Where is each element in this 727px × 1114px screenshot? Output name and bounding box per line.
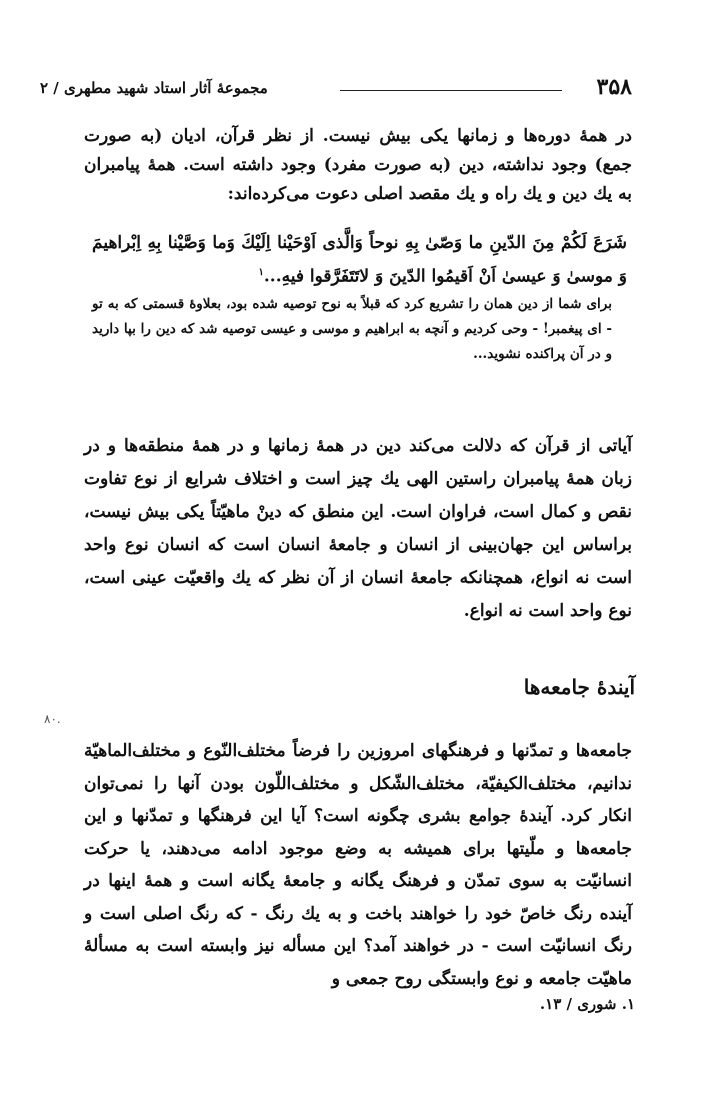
- footnote: ۱. شوری / ۱۳.: [539, 995, 635, 1013]
- paragraph-1: در همهٔ دوره‌ها و زمانها یکی بیش نیست. از نظر قرآن، ادیان (به صورت جمع) وجود نداشته، دین (به صورت مفرد) وجود داشته است. همهٔ پیامبران به یك دین و یك راه و یك مقصد اصلی دعوت می‌کرده‌اند:: [84, 126, 632, 204]
- page-header: [40, 72, 632, 106]
- header-rule: [340, 90, 562, 91]
- quran-quote: [92, 228, 627, 292]
- footnote-ref: ۱: [258, 267, 264, 278]
- running-title: مجموعهٔ آثار استاد شهید مطهری / ۲: [40, 79, 268, 97]
- paragraph-3: جامعه‌ها و تمدّنها و فرهنگهای امروزین را فرضاً مختلف‌النّوع و مختلف‌الماهیّة ندانیم، مختلف‌الکیفیّة، مختلف‌الشّکل و مختلف‌اللّون بودن آنها را نمی‌توان انکار کرد. آیندهٔ جوامع بشری چگونه است؟ آیا این فرهنگها و تمدّنها و این جامعه‌ها و ملّیتها برای همیشه به وضع موجود ادامه می‌دهند، یا حرکت انسانیّت به سوی تمدّن و فرهنگ یگانه و جامعهٔ یگانه است و همهٔ اینها در آینده رنگ خاصّ خود را خواهند باخت و به یك رنگ - که رنگ اصلی است و رنگ انسانیّت است - در خواهند آمد؟ این مسأله نیز وابسته است به مسألهٔ ماهیّت جامعه و نوع وابستگی روح جمعی و: [84, 741, 632, 989]
- quote-translation: برای شما از دین همان را تشریع کرد که قبلاً به نوح توصیه شده بود، بعلاوهٔ قسمتی که به تو - ای پیغمبر! - وحی کردیم و آنچه به ابراهیم و موسی و عیسی توصیه شد که دین را بپا دارید و در آن پراکنده نشوید...: [92, 296, 612, 362]
- section-heading: آیندهٔ جامعه‌ها: [523, 675, 635, 699]
- margin-mark: ۸۰.: [44, 712, 61, 726]
- quran-verse-text: شَرَعَ لَکُمْ مِنَ الدّینِ ما وَصّیٰ بِهِ نوحاً وَالَّذی اَوْحَیْنا اِلَیْكَ وَما وَصَّیْنا بِهِ اِبْراهیمَ وَ موسیٰ وَ عیسیٰ اَنْ اَقیمُوا الدّینَ وَ لاتَتَفَرَّقوا فیهِ...: [92, 233, 627, 287]
- page-number: ۳۵۸: [596, 74, 632, 100]
- paragraph-2: آیاتی از قرآن که دلالت می‌کند دین در همهٔ زمانها و در همهٔ منطقه‌ها و در زبان همهٔ پیامبران راستین الهی یك چیز است و اختلاف شرایع از نوع تفاوت نقص و کمال است، فراوان است. این منطق که دینْ ماهیّتاً یکی بیش نیست، براساس این جهان‌بینی از انسان و جامعهٔ انسان است که انسان نوع واحد است نه انواع، همچنانکه جامعهٔ انسان از آن نظر که یك واقعیّت عینی است، نوع واحد است نه انواع.: [84, 436, 632, 621]
